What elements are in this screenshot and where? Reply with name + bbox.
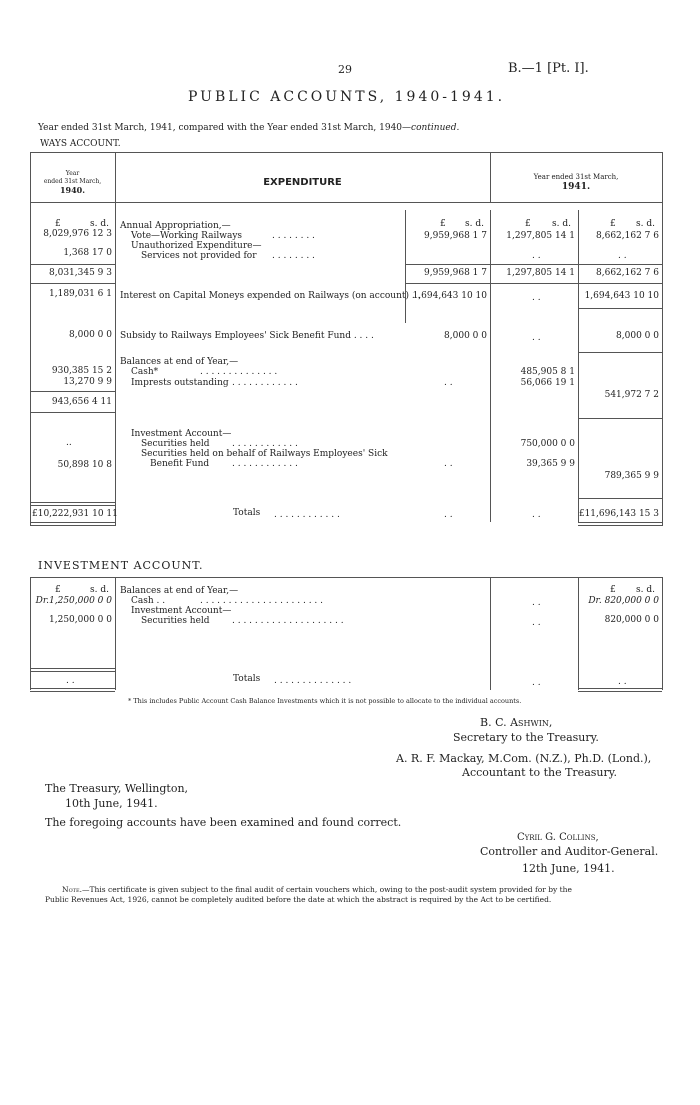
section-heading-ways: WAYS ACCOUNT. xyxy=(40,139,121,149)
signature-collins: Cyril G. Collins, xyxy=(517,832,599,843)
signature-ashwin-title: Secretary to the Treasury. xyxy=(453,731,599,744)
place-line: The Treasury, Wellington, xyxy=(45,782,189,795)
signature-mackay-title: Accountant to the Treasury. xyxy=(462,766,617,779)
col-header-1941: Year ended 31st March, 1941. xyxy=(533,173,619,192)
section-heading-investment: INVESTMENT ACCOUNT. xyxy=(38,559,204,572)
footnote: * This includes Public Account Cash Balance Investments which it is not possible to allocate to the individual accounts. xyxy=(128,697,522,705)
signature-collins-title: Controller and Auditor-General. xyxy=(480,845,659,858)
note-line-2: Public Revenues Act, 1926, cannot be completely audited before the date at which the abstract is required by the Act to be certified. xyxy=(45,895,552,904)
note-line-1: Note.—This certificate is given subject to the final audit of certain vouchers which, owing to the post-audit system provided for by the xyxy=(62,885,572,894)
col-header-1940: Year ended 31st March, 1940. xyxy=(43,170,102,195)
date-line-1: 10th June, 1941. xyxy=(65,797,158,810)
col-header-expenditure: EXPENDITURE xyxy=(263,177,342,188)
date-line-2: 12th June, 1941. xyxy=(522,862,615,875)
page-title: PUBLIC ACCOUNTS, 1940-1941. xyxy=(188,89,506,105)
page-number: 29 xyxy=(338,63,352,76)
audit-statement: The foregoing accounts have been examined and found correct. xyxy=(45,816,402,829)
page-subtitle: Year ended 31st March, 1941, compared with the Year ended 31st March, 1940—continued. xyxy=(38,123,460,133)
signature-ashwin: B. C. Ashwin, xyxy=(480,716,553,729)
document-reference: B.—1 [Pt. I]. xyxy=(508,61,589,76)
signature-mackay: A. R. F. Mackay, M.Com. (N.Z.), Ph.D. (Lond.), xyxy=(396,752,652,765)
